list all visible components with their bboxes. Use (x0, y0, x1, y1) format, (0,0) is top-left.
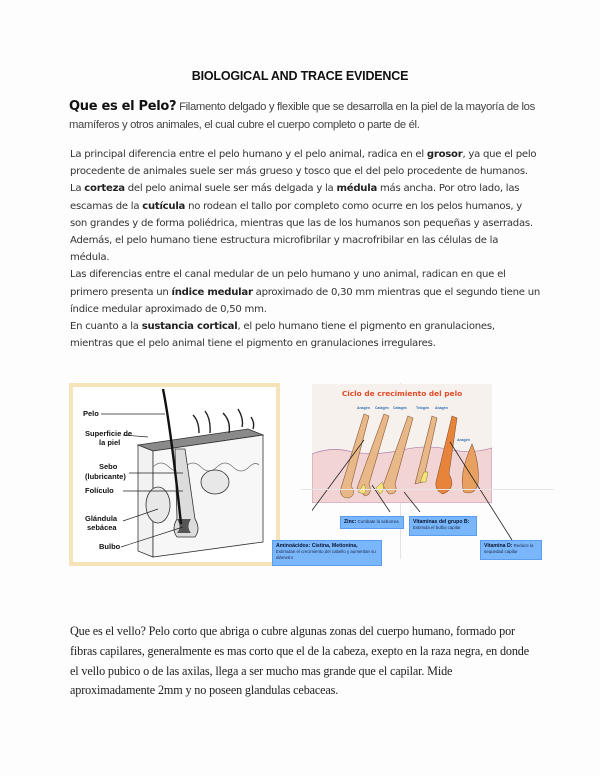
note-zinc-text: Combate la seborrea (356, 519, 399, 524)
label-sebo-1: Sebo (99, 462, 118, 471)
text: aproximado de 0,30 mm mientras que el segundo tiene un índice medular aproximado de 0,50 mm. (70, 286, 540, 315)
paragraph-sustancia-cortical (70, 318, 540, 352)
follicle-illustration (73, 387, 276, 562)
arrow-vitb (404, 492, 420, 512)
text: En cuanto a la (70, 321, 142, 333)
label-superficie-2: la piel (99, 438, 121, 447)
term-sustancia-cortical: sustancia cortical (141, 321, 238, 333)
intro-definition: Filamento delgado y flexible que se desarrolla en la piel de la mayoría de los mamíferos y otros animales, el cual cubre el cuerpo completo o parte de él. (69, 101, 535, 131)
label-pelo: Pelo (83, 409, 99, 418)
text: no rodean el tallo por completo como ocurre en los pelos humanos, y son grandes y de forma poliédrica, mientras que las de los humanos son pequeñas y aserradas. Además, el pelo humano tiene estructura microfibrilar y macrofribilar en las células de la médula. (70, 200, 533, 264)
text: Las diferencias entre el canal medular de un pelo humano y uno animal, radican en que el primero presenta un (70, 269, 506, 298)
intro-paragraph (69, 98, 549, 134)
note-vitamin-d (480, 540, 542, 560)
label-bulbo: Bulbo (99, 542, 121, 551)
phase-label: Telogén (416, 406, 430, 410)
hair-growth-cycle-figure (276, 384, 550, 580)
phase-label: Catagén (375, 406, 389, 410)
sebaceous-gland-left (146, 487, 170, 523)
note-zinc (340, 516, 404, 529)
phase-label: Anagén (435, 406, 448, 410)
intro-question: Que es el Pelo? (69, 99, 177, 114)
label-sebo-2: (lubricante) (85, 472, 126, 481)
term-indice-medular: índice medular (171, 286, 253, 298)
note-amino-title: Aminoácidos: Cistina, Metionina, (276, 543, 358, 549)
term-grosor: grosor (426, 149, 463, 160)
hair-follicle-diagram (69, 383, 280, 566)
skin-front (153, 435, 263, 557)
text: La principal diferencia entre el pelo humano y el pelo animal, radica en el (70, 149, 427, 160)
note-vitb-title: Vitaminas del grupo B: (413, 519, 470, 525)
text: del pelo animal suele ser más delgada y la (124, 183, 337, 195)
note-zinc-title: Zinc: (344, 519, 357, 525)
body-text (70, 146, 540, 352)
vello-paragraph: Que es el vello? Pelo corto que abriga o cubre algunas zonas del cuerpo humano, formado por fibras capilares, generalmente es mas corto que el de la cabeza, exepto en la raza negra, en donde el vello pubico o de las axilas, llega a ser mucho mas grande que el capilar. Mide aproximadamente 2mm y no poseen glandulas cebaceas. (70, 624, 530, 698)
text: , ya que el pelo procedente de animales suele ser más grueso y tosco que el del pelo procedente de humanos. (70, 149, 537, 178)
sebaceous-gland-right (201, 470, 229, 494)
term-corteza: corteza (84, 183, 125, 195)
paragraph-indice-medular (70, 266, 540, 318)
arrow-amino (312, 440, 364, 524)
note-vitamin-b (409, 516, 477, 536)
guide-line-horizontal (300, 489, 554, 490)
term-medula: médula (336, 183, 378, 195)
term-cuticula: cutícula (142, 200, 186, 212)
phase-label: Anagén (457, 438, 470, 442)
paragraph-corteza (70, 180, 540, 266)
paragraph-grosor (70, 146, 540, 180)
text: , el pelo humano tiene el pigmento en granulaciones, mientras que el pelo animal tiene el pigmento en granulaciones irregulares. (70, 321, 495, 350)
label-glandula-1: Glándula (85, 514, 118, 523)
note-vitd-text: Reduce la sequedad capilar (484, 543, 534, 554)
note-vitb-text: Estimula el bulbo capilar (413, 525, 461, 530)
cycle-title: Ciclo de crecimiento del pelo (341, 389, 463, 398)
note-amino-text: Estimulan el crecimiento del cabello y aumentan su diámetro (276, 549, 376, 560)
text: más ancha. Por otro lado, las escamas de la (70, 183, 520, 212)
label-foliculo: Folículo (85, 486, 114, 495)
phase-label: Catagén (393, 406, 407, 410)
note-vitd-title: Vitamina D: (484, 543, 513, 549)
phase-label: Anagén (357, 406, 370, 410)
text: La (70, 183, 85, 195)
document-title: BIOLOGICAL AND TRACE EVIDENCE (191, 69, 409, 83)
label-superficie-1: Superficie de (85, 429, 133, 438)
note-aminoacids (272, 540, 382, 566)
label-glandula-2: sebácea (87, 523, 117, 532)
